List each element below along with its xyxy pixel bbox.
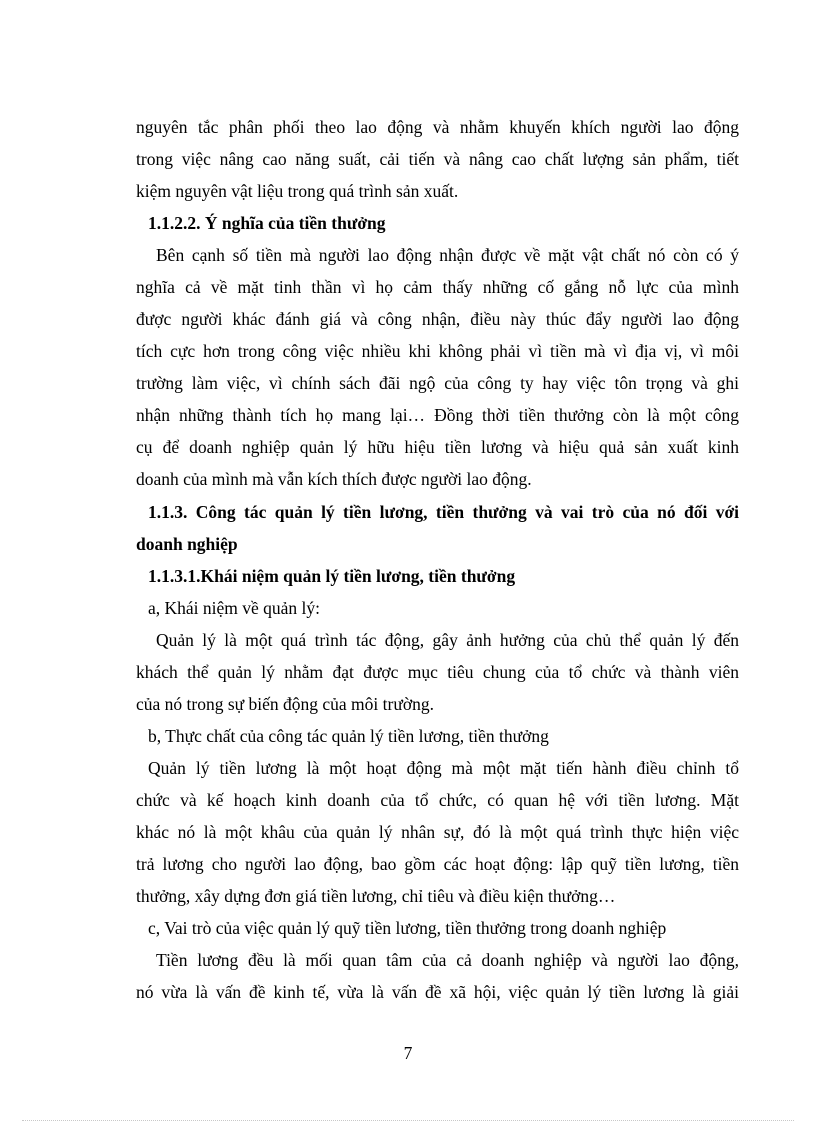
body-text-line: Tiền lương đều là mối quan tâm của cả doanh nghiệp và người lao động,: [156, 950, 739, 970]
subheading-b: b, Thực chất của công tác quản lý tiền lương, tiền thưởng: [148, 726, 549, 746]
section-heading-1-1-3-cont: doanh nghiệp: [136, 534, 238, 554]
body-text-line: Quản lý tiền lương là một hoạt động mà một mặt tiến hành điều chỉnh tổ: [148, 758, 739, 778]
body-text-line: trả lương cho người lao động, bao gồm các hoạt động: lập quỹ tiền lương, tiền: [136, 854, 739, 874]
body-text-line: cụ để doanh nghiệp quản lý hữu hiệu tiền lương và hiệu quả sản xuất kinh: [136, 437, 739, 457]
section-heading-1-1-2-2: 1.1.2.2. Ý nghĩa của tiền thưởng: [148, 213, 386, 233]
body-text-line: của nó trong sự biến động của môi trường.: [136, 694, 434, 714]
body-text-line: Quản lý là một quá trình tác động, gây ảnh hưởng của chủ thể quản lý đến: [156, 630, 739, 650]
body-text-line: kiệm nguyên vật liệu trong quá trình sản xuất.: [136, 181, 459, 201]
page-number: 7: [403, 1043, 413, 1063]
body-text-line: Bên cạnh số tiền mà người lao động nhận được về mặt vật chất nó còn có ý: [156, 245, 739, 265]
body-text-line: trường làm việc, vì chính sách đãi ngộ của công ty hay việc tôn trọng và ghi: [136, 373, 739, 393]
body-text-line: nguyên tắc phân phối theo lao động và nhằm khuyến khích người lao động: [136, 117, 739, 137]
body-text-line: tích cực hơn trong công việc nhiều khi không phải vì tiền mà vì địa vị, vì môi: [136, 341, 739, 361]
body-text-line: khách thể quản lý nhằm đạt được mục tiêu chung của tổ chức và thành viên: [136, 662, 739, 682]
body-text-line: khác nó là một khâu của quản lý nhân sự, đó là một quá trình thực hiện việc: [136, 822, 739, 842]
subheading-a: a, Khái niệm về quản lý:: [148, 598, 321, 618]
section-heading-1-1-3: 1.1.3. Công tác quản lý tiền lương, tiền thưởng và vai trò của nó đối với: [148, 502, 739, 522]
body-text-line: nghĩa cả về mặt tinh thần vì họ cảm thấy những cố gắng nỗ lực của mình: [136, 277, 739, 297]
body-text-line: thưởng, xây dựng đơn giá tiền lương, chỉ tiêu và điều kiện thưởng…: [136, 886, 616, 906]
section-heading-1-1-3-1: 1.1.3.1.Khái niệm quản lý tiền lương, tiền thưởng: [148, 566, 516, 586]
subheading-c: c, Vai trò của việc quản lý quỹ tiền lương, tiền thưởng trong doanh nghiệp: [148, 918, 667, 938]
body-text-line: nó vừa là vấn đề kinh tế, vừa là vấn đề xã hội, việc quản lý tiền lương là giải: [136, 982, 739, 1002]
body-text-line: chức và kế hoạch kinh doanh của tổ chức, có quan hệ với tiền lương. Mặt: [136, 790, 739, 810]
page-bottom-divider: [22, 1120, 794, 1121]
body-text-line: được người khác đánh giá và công nhận, điều này thúc đẩy người lao động: [136, 309, 739, 329]
body-text-line: nhận những thành tích họ mang lại… Đồng thời tiền thưởng còn là một công: [136, 405, 739, 425]
body-text-line: trong việc nâng cao năng suất, cải tiến và nâng cao chất lượng sản phẩm, tiết: [136, 149, 739, 169]
body-text-line: doanh của mình mà vẫn kích thích được người lao động.: [136, 469, 532, 489]
